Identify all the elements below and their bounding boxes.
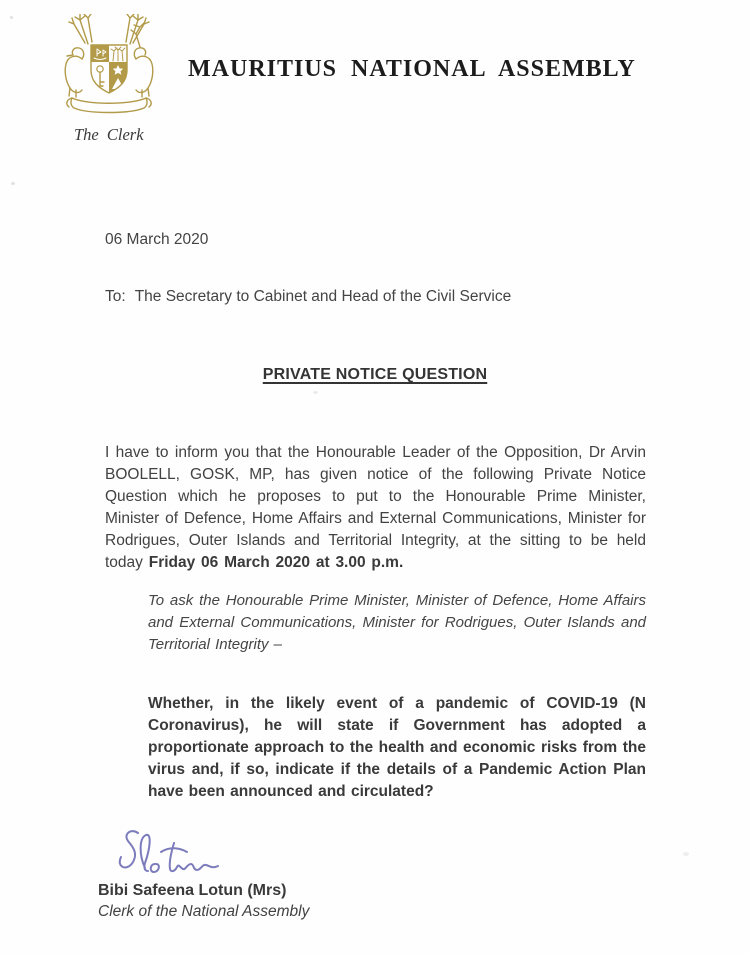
- sitting-datetime: Friday 06 March 2020 at 3.00 p.m.: [148, 553, 404, 571]
- mauritius-coat-of-arms-icon: [52, 14, 166, 116]
- signer-title: Clerk of the National Assembly: [98, 903, 310, 920]
- letterhead-office-label: The Clerk: [74, 125, 144, 144]
- document-heading: PRIVATE NOTICE QUESTION: [262, 366, 488, 383]
- signer-name: Bibi Safeena Lotun (Mrs): [98, 882, 287, 899]
- intro-paragraph: [105, 442, 646, 574]
- handwritten-signature: [108, 824, 238, 886]
- scan-speck: [313, 391, 318, 394]
- intro-text: I have to inform you that the Honourable Leader of the Opposition, Dr Arvin BOOLELL, GOSK, MP, has given notice of the following Private Notice Question which he proposes to put to the Honourable Prime Minister, Minister of Defence, Home Affairs and External Communications, Minister for Rodrigues, Outer Islands and Territorial Integrity, at the sitting to be held today: [105, 443, 646, 571]
- scan-speck: [10, 16, 13, 19]
- recipient-prefix: To:: [105, 288, 126, 305]
- question-paragraph: Whether, in the likely event of a pandemic of COVID-19 (N Coronavirus), he will state if Government has adopted a proportionate approach to the health and economic risks from the virus and, if so, indicate if the details of a Pandemic Action Plan have been announced and circulated?: [148, 694, 646, 800]
- scan-speck: [683, 852, 689, 856]
- recipient-line: [105, 288, 511, 306]
- question-address-paragraph: To ask the Honourable Prime Minister, Minister of Defence, Home Affairs and External Communications, Minister for Rodrigues, Outer Islands and Territorial Integrity –: [148, 592, 646, 653]
- recipient-name: The Secretary to Cabinet and Head of the Civil Service: [134, 288, 512, 305]
- page-title: MAURITIUS NATIONAL ASSEMBLY: [188, 56, 636, 82]
- letter-date: 06 March 2020: [105, 231, 209, 248]
- scan-speck: [11, 182, 15, 185]
